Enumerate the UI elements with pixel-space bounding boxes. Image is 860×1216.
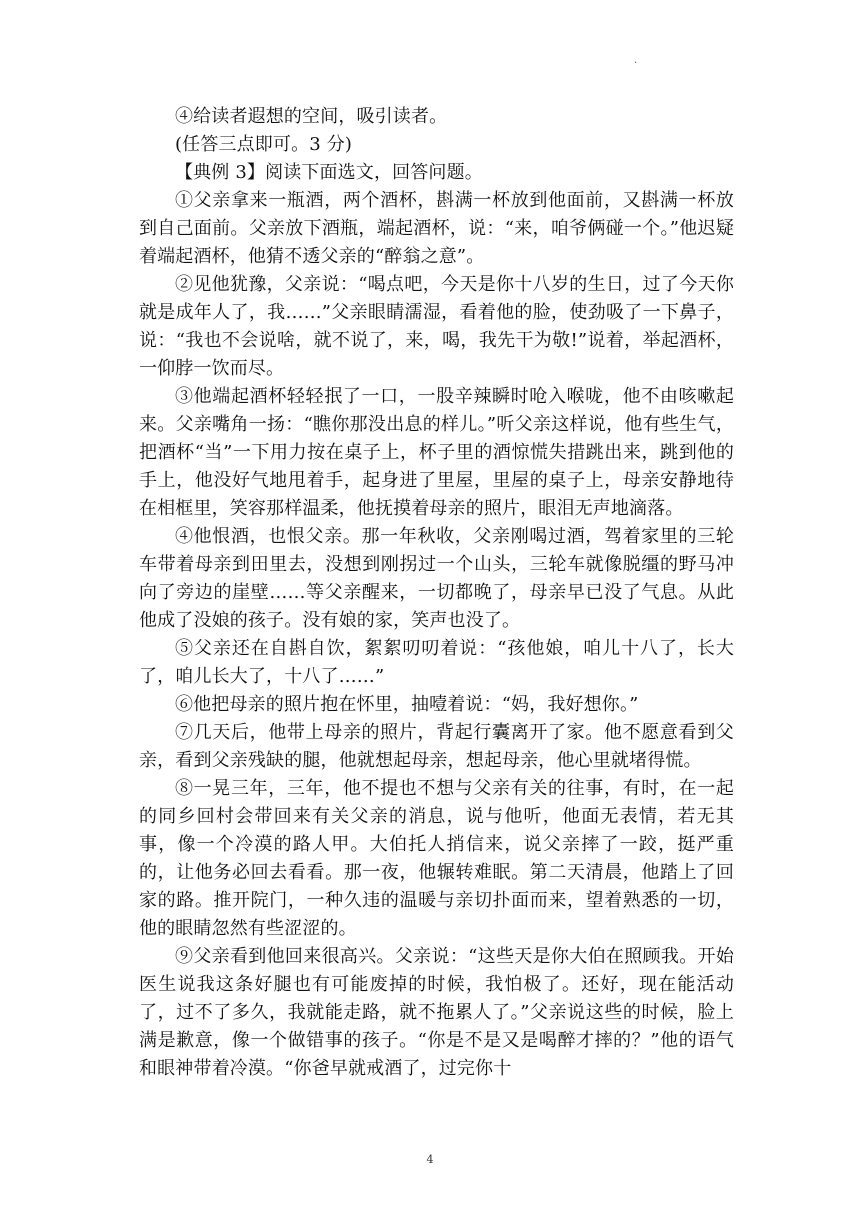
story-paragraph-7: ⑦几天后，他带上母亲的照片，背起行囊离开了家。他不愿意看到父亲，看到父亲残缺的腿，他就想起母亲，想起母亲，他心里就堵得慌。	[139, 722, 734, 771]
story-paragraph-2: ②见他犹豫，父亲说：“喝点吧，今天是你十八岁的生日，过了今天你就是成年人了，我……”父亲眼睛濡湿，看着他的脸，使劲吸了一下鼻子，说：“我也不会说啥，就不说了，来，喝，我先干为敬!”说着，举起酒杯，一仰脖一饮而尽。	[139, 274, 734, 379]
story-paragraph-8: ⑧一晃三年，三年，他不提也不想与父亲有关的往事，有时，在一起的同乡回村会带回来有关父亲的消息，说与他听，他面无表情，若无其事，像一个冷漠的路人甲。大伯托人捎信来，说父亲摔了一跤，挺严重的，让他务必回去看看。那一夜，他辗转难眠。第二天清晨，他踏上了回家的路。推开院门，一种久违的温暖与亲切扑面而来，望着熟悉的一切，他的眼睛忽然有些涩涩的。	[139, 778, 734, 939]
answer-note: (任答三点即可。3 分)	[175, 134, 353, 155]
example-heading: 【典例 3】阅读下面选文，回答问题。	[175, 162, 483, 183]
story-paragraph-5: ⑤父亲还在自斟自饮，絮絮叨叨着说：“孩他娘，咱儿十八了，长大了，咱儿长大了，十八了……”	[139, 638, 734, 687]
corner-dot-mark: .	[634, 55, 638, 66]
page-number: 4	[426, 1153, 434, 1166]
story-paragraph-6: ⑥他把母亲的照片抱在怀里，抽噎着说：“妈，我好想你。”	[175, 694, 639, 715]
story-paragraph-4: ④他恨酒，也恨父亲。那一年秋收，父亲刚喝过酒，驾着家里的三轮车带着母亲到田里去，没想到刚拐过一个山头，三轮车就像脱缰的野马冲向了旁边的崖壁……等父亲醒来，一切都晚了，母亲早已没了气息。从此他成了没娘的孩子。没有娘的家，笑声也没了。	[139, 526, 734, 631]
story-paragraph-3: ③他端起酒杯轻轻抿了一口，一股辛辣瞬时呛入喉咙，他不由咳嗽起来。父亲嘴角一扬：“瞧你那没出息的样儿。”听父亲这样说，他有些生气，把酒杯“当”一下用力按在桌子上，杯子里的酒惊慌失措跳出来，跳到他的手上，他没好气地甩着手，起身进了里屋，里屋的桌子上，母亲安静地待在相框里，笑容那样温柔，他抚摸着母亲的照片，眼泪无声地滴落。	[139, 386, 734, 519]
document-body	[139, 103, 734, 1083]
story-paragraph-1: ①父亲拿来一瓶酒，两个酒杯，斟满一杯放到他面前，又斟满一杯放到自己面前。父亲放下酒瓶，端起酒杯，说：“来，咱爷俩碰一个。”他迟疑着端起酒杯，他猜不透父亲的“醉翁之意”。	[139, 190, 734, 267]
answer-point-4: ④给读者遐想的空间，吸引读者。	[175, 106, 448, 127]
story-paragraph-9: ⑨父亲看到他回来很高兴。父亲说：“这些天是你大伯在照顾我。开始医生说我这条好腿也有可能废掉的时候，我怕极了。还好，现在能活动了，过不了多久，我就能走路，就不拖累人了。”父亲说这些的时候，脸上满是歉意，像一个做错事的孩子。“你是不是又是喝醉才摔的？”他的语气和眼神带着冷漠。“你爸早就戒酒了，过完你十	[139, 946, 734, 1079]
